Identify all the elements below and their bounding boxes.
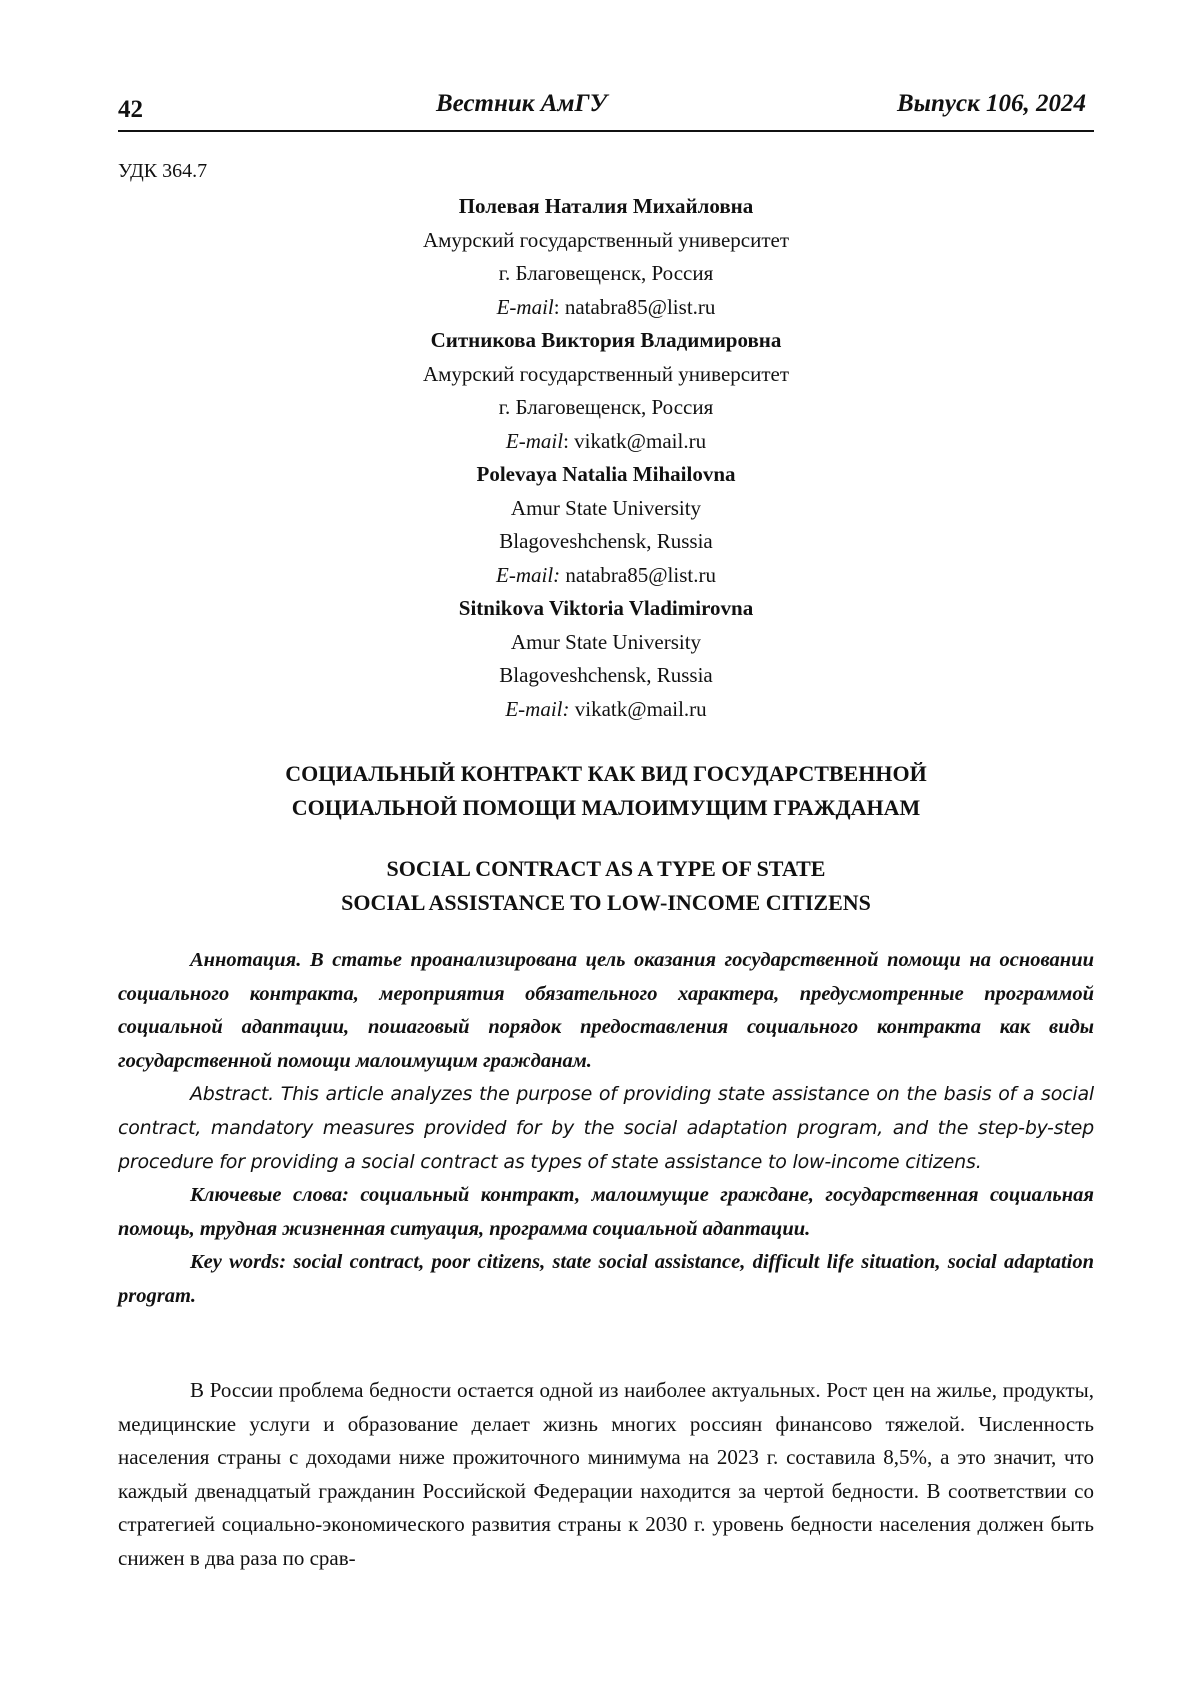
author-affiliation: Amur State University xyxy=(510,629,702,654)
article-title-en xyxy=(118,852,1094,920)
article-title-ru xyxy=(118,757,1094,825)
author-city: Blagoveshchensk, Russia xyxy=(499,529,713,553)
author-name: Ситникова Виктория Владимировна xyxy=(430,328,782,352)
title-en-line: SOCIAL ASSISTANCE TO LOW-INCOME CITIZENS xyxy=(341,890,871,915)
article-body xyxy=(118,1374,1094,1576)
authors-block xyxy=(118,190,1094,726)
author-affiliation: Амурский государственный университет xyxy=(422,361,790,386)
keywords-ru: Ключевые слова: социальный контракт, малоимущие граждане, государственная социальная помощь, трудная жизненная ситуация, программа социальной адаптации. xyxy=(118,1184,1094,1240)
title-ru-line: СОЦИАЛЬНОЙ ПОМОЩИ МАЛОИМУЩИМ ГРАЖДАНАМ xyxy=(291,795,921,820)
email-label: E-mail xyxy=(496,294,554,319)
author-3 xyxy=(118,458,1094,592)
author-affiliation: Амурский государственный университет xyxy=(422,227,790,252)
running-header xyxy=(118,90,1094,132)
author-email-line xyxy=(118,693,1094,727)
author-city: Blagoveshchensk, Russia xyxy=(499,663,713,687)
author-email-line xyxy=(118,559,1094,593)
title-en-line: SOCIAL CONTRACT AS A TYPE OF STATE xyxy=(386,856,826,881)
issue-info: Выпуск 106, 2024 xyxy=(896,90,1086,117)
author-email: vikatk@mail.ru xyxy=(574,696,707,721)
author-1 xyxy=(118,190,1094,324)
author-email-line xyxy=(118,291,1094,325)
abstract-en: Abstract. This article analyzes the purpose of providing state assistance on the basis of a social contract, mandatory measures provided for by the social adaptation program, and the step-by-step procedure for providing a social contract as types of state assistance to low-income citizens. xyxy=(118,1083,1094,1173)
author-city: г. Благовещенск, Россия xyxy=(498,395,714,419)
keywords-en: Key words: social contract, poor citizens, state social assistance, difficult life situation, social adaptation program. xyxy=(118,1251,1094,1307)
author-affiliation: Amur State University xyxy=(510,495,702,520)
author-email: natabra85@list.ru xyxy=(564,294,716,319)
author-name: Полевая Наталия Михайловна xyxy=(458,194,754,218)
author-2 xyxy=(118,324,1094,458)
page-number: 42 xyxy=(118,96,143,123)
email-separator: : xyxy=(563,428,575,453)
author-email: natabra85@list.ru xyxy=(565,562,716,587)
body-paragraph: В России проблема бедности остается одной из наиболее актуальных. Рост цен на жилье, продукты, медицинские услуги и образование делает жизнь многих россиян финансово тяжелой. Численность населения страны с доходами ниже прожиточного минимума на 2023 г. составила 8,5%, а это значит, что каждый двенадцатый гражданин Российской Федерации находится за чертой бедности. В соответствии со стратегией социально-экономического развития страны к 2030 г. уровень бедности населения должен быть снижен в два раза по срав- xyxy=(118,1378,1094,1570)
journal-title: Вестник АмГУ xyxy=(436,90,607,117)
title-ru-line: СОЦИАЛЬНЫЙ КОНТРАКТ КАК ВИД ГОСУДАРСТВЕННОЙ xyxy=(285,761,927,786)
author-4 xyxy=(118,592,1094,726)
author-email: vikatk@mail.ru xyxy=(574,428,707,453)
author-city: г. Благовещенск, Россия xyxy=(498,261,714,285)
email-separator: : xyxy=(553,294,565,319)
udk-code: УДК 364.7 xyxy=(118,160,208,182)
author-name: Sitnikova Viktoria Vladimirovna xyxy=(458,596,754,620)
abstract-block xyxy=(118,944,1094,1314)
email-label: E-mail: xyxy=(505,696,570,721)
author-email-line xyxy=(118,425,1094,459)
email-label: E-mail xyxy=(505,428,564,453)
annotation-ru: Аннотация. В статье проанализирована цель оказания государственной помощи на основании социального контракта, мероприятия обязательного характера, предусмотренные программой социальной адаптации, пошаговый порядок предоставления социального контракта как виды государственной помощи малоимущим гражданам. xyxy=(118,949,1094,1072)
email-label: E-mail: xyxy=(496,562,561,587)
author-name: Polevaya Natalia Mihailovna xyxy=(476,462,736,486)
